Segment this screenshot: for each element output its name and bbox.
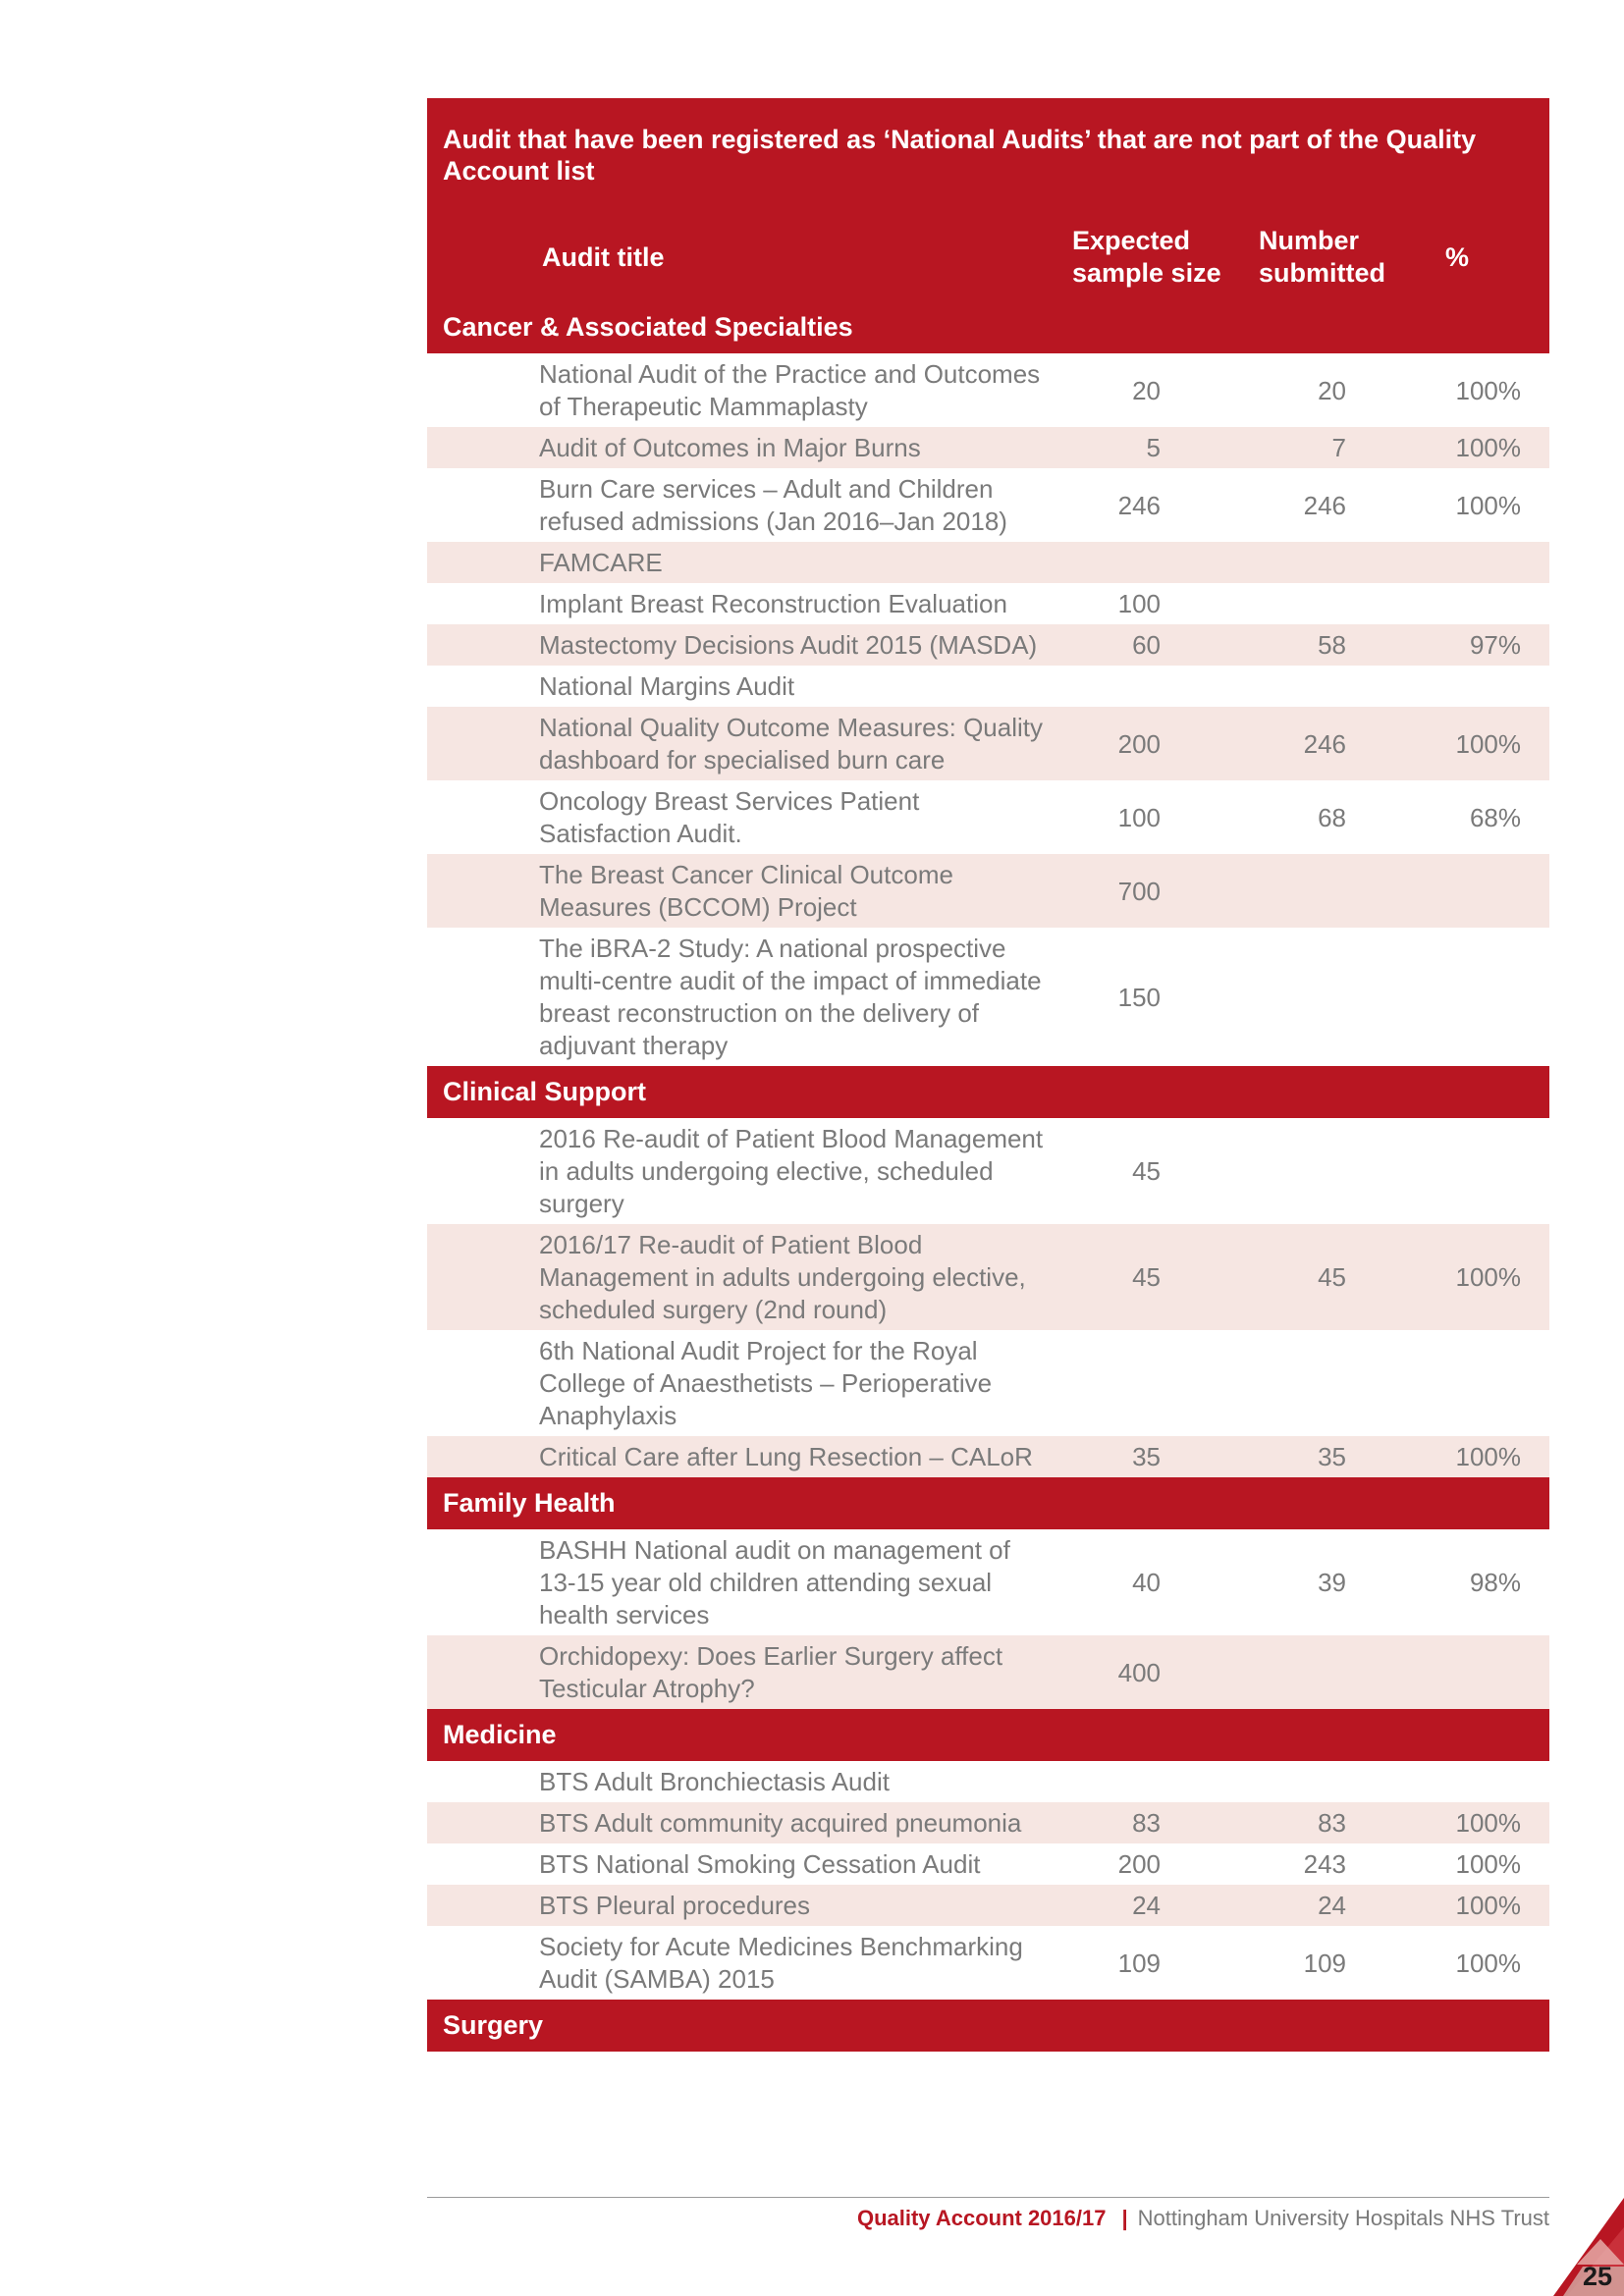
number-submitted-cell: 246: [1303, 490, 1346, 520]
percent-cell: 100%: [1455, 1849, 1521, 1879]
table-row: [427, 1843, 1549, 1885]
column-header-submitted-line1: Number: [1259, 226, 1360, 255]
expected-sample-size-cell: 109: [1117, 1948, 1161, 1978]
table-row: [427, 542, 1549, 583]
column-header-audit-title: Audit title: [542, 241, 665, 272]
table-row: [427, 1885, 1549, 1926]
table-row: [427, 707, 1549, 780]
number-submitted-cell: 7: [1331, 433, 1346, 462]
audit-title-cell: BASHH National audit on management of 13-15 year old children attending sexual health services: [539, 1535, 1010, 1629]
number-submitted-cell: 20: [1318, 375, 1346, 405]
audit-title-cell: Burn Care services – Adult and Children refused admissions (Jan 2016–Jan 2018): [539, 474, 1007, 536]
table-row: [427, 468, 1549, 542]
number-submitted-cell: 35: [1318, 1442, 1346, 1471]
audit-title-cell: National Audit of the Practice and Outcomes of Therapeutic Mammaplasty: [539, 359, 1041, 421]
percent-cell: 100%: [1455, 1262, 1521, 1292]
table-row: [427, 1118, 1549, 1224]
percent-cell: 100%: [1455, 728, 1521, 759]
expected-sample-size-cell: 246: [1117, 490, 1161, 520]
expected-sample-size-cell: 60: [1132, 630, 1161, 660]
footer-report-title: Quality Account 2016/17: [856, 2206, 1107, 2230]
table-row: [427, 666, 1549, 707]
number-submitted-cell: 246: [1303, 728, 1346, 759]
number-submitted-cell: 68: [1318, 802, 1346, 832]
table-intro-heading: Audit that have been registered as ‘National Audits’ that are not part of the Quality Account list: [427, 98, 1549, 204]
column-header-submitted-line2: submitted: [1259, 258, 1386, 288]
percent-cell: 68%: [1469, 802, 1521, 832]
table-row: [427, 1330, 1549, 1436]
audit-title-cell: National Margins Audit: [539, 671, 795, 701]
table-row: [427, 928, 1549, 1066]
table-row: [427, 427, 1549, 468]
footer-separator: |: [1121, 2206, 1128, 2230]
number-submitted-cell: 24: [1318, 1891, 1346, 1920]
audit-title-cell: Implant Breast Reconstruction Evaluation: [539, 589, 1007, 618]
expected-sample-size-cell: 24: [1132, 1891, 1161, 1920]
table-row: [427, 1224, 1549, 1330]
percent-cell: 100%: [1455, 433, 1521, 462]
table-row: [427, 1529, 1549, 1635]
audit-title-cell: Society for Acute Medicines Benchmarking Audit (SAMBA) 2015: [539, 1932, 1023, 1994]
section-header: Family Health: [427, 1477, 1549, 1529]
percent-cell: 100%: [1455, 1891, 1521, 1920]
expected-sample-size-cell: 20: [1132, 375, 1161, 405]
table-row: [427, 1926, 1549, 2000]
percent-cell: 100%: [1455, 1948, 1521, 1978]
audit-title-cell: The Breast Cancer Clinical Outcome Measures (BCCOM) Project: [539, 860, 953, 922]
number-submitted-cell: 83: [1318, 1808, 1346, 1838]
expected-sample-size-cell: 100: [1117, 589, 1161, 618]
audit-title-cell: Audit of Outcomes in Major Burns: [539, 433, 921, 462]
expected-sample-size-cell: 700: [1117, 876, 1161, 906]
column-header-expected-sample-size: [1062, 225, 1247, 290]
number-submitted-cell: 243: [1303, 1849, 1346, 1879]
table-row: [427, 353, 1549, 427]
section-header: Clinical Support: [427, 1066, 1549, 1118]
table-row: [427, 1802, 1549, 1843]
audit-title-cell: 2016 Re-audit of Patient Blood Management in adults undergoing elective, scheduled surgery: [539, 1124, 1044, 1218]
percent-cell: 98%: [1469, 1568, 1521, 1597]
expected-sample-size-cell: 200: [1117, 1849, 1161, 1879]
table-row: [427, 1761, 1549, 1802]
percent-cell: 97%: [1469, 630, 1521, 660]
national-audits-table: [427, 98, 1549, 2052]
page-footer: [857, 2206, 1549, 2231]
audit-title-cell: BTS National Smoking Cessation Audit: [539, 1849, 981, 1879]
table-row: [427, 1436, 1549, 1477]
audit-title-cell: Critical Care after Lung Resection – CALoR: [539, 1442, 1033, 1471]
audit-title-cell: National Quality Outcome Measures: Quality dashboard for specialised burn care: [539, 713, 1043, 774]
footer-organisation: Nottingham University Hospitals NHS Trust: [1137, 2206, 1549, 2230]
expected-sample-size-cell: 5: [1146, 433, 1161, 462]
footer-divider: [427, 2197, 1549, 2198]
table-row: [427, 780, 1549, 854]
table-row: [427, 854, 1549, 928]
column-header-expected-line2: sample size: [1072, 258, 1221, 288]
section-header: Medicine: [427, 1709, 1549, 1761]
number-submitted-cell: 45: [1318, 1262, 1346, 1292]
number-submitted-cell: 109: [1303, 1948, 1346, 1978]
section-header: Cancer & Associated Specialties: [427, 304, 1549, 353]
page-number: 25: [1582, 2262, 1612, 2291]
expected-sample-size-cell: 200: [1117, 728, 1161, 759]
audit-title-cell: Orchidopexy: Does Earlier Surgery affect Testicular Atrophy?: [539, 1641, 1003, 1703]
column-header-percent: %: [1445, 241, 1470, 272]
number-submitted-cell: 39: [1318, 1568, 1346, 1597]
expected-sample-size-cell: 35: [1132, 1442, 1161, 1471]
number-submitted-cell: 58: [1318, 630, 1346, 660]
audit-title-cell: BTS Adult community acquired pneumonia: [539, 1808, 1022, 1838]
expected-sample-size-cell: 40: [1132, 1568, 1161, 1597]
audit-title-cell: FAMCARE: [539, 548, 663, 577]
audit-title-cell: Mastectomy Decisions Audit 2015 (MASDA): [539, 630, 1038, 660]
expected-sample-size-cell: 100: [1117, 802, 1161, 832]
section-header: Surgery: [427, 2000, 1549, 2052]
percent-cell: 100%: [1455, 1442, 1521, 1471]
column-header-number-submitted: [1247, 225, 1434, 290]
table-body: [427, 304, 1549, 2052]
table-row: [427, 624, 1549, 666]
audit-title-cell: BTS Adult Bronchiectasis Audit: [539, 1767, 890, 1796]
audit-title-cell: 2016/17 Re-audit of Patient Blood Management in adults undergoing elective, scheduled surgery (2nd round): [539, 1230, 1026, 1324]
expected-sample-size-cell: 400: [1117, 1657, 1161, 1687]
table-row: [427, 583, 1549, 624]
expected-sample-size-cell: 45: [1132, 1262, 1161, 1292]
percent-cell: 100%: [1455, 375, 1521, 405]
table-row: [427, 1635, 1549, 1709]
audit-title-cell: BTS Pleural procedures: [539, 1891, 811, 1920]
column-header-row: [427, 204, 1549, 304]
audit-title-cell: 6th National Audit Project for the Royal College of Anaesthetists – Perioperative Anaphylaxis: [539, 1336, 993, 1430]
audit-title-cell: Oncology Breast Services Patient Satisfaction Audit.: [539, 786, 920, 848]
expected-sample-size-cell: 150: [1117, 982, 1161, 1012]
expected-sample-size-cell: 83: [1132, 1808, 1161, 1838]
percent-cell: 100%: [1455, 490, 1521, 520]
column-header-expected-line1: Expected: [1072, 226, 1191, 255]
percent-cell: 100%: [1455, 1808, 1521, 1838]
audit-title-cell: The iBRA-2 Study: A national prospective multi-centre audit of the impact of immediate breast reconstruction on the delivery of adjuvant therapy: [539, 934, 1042, 1060]
expected-sample-size-cell: 45: [1132, 1156, 1161, 1186]
